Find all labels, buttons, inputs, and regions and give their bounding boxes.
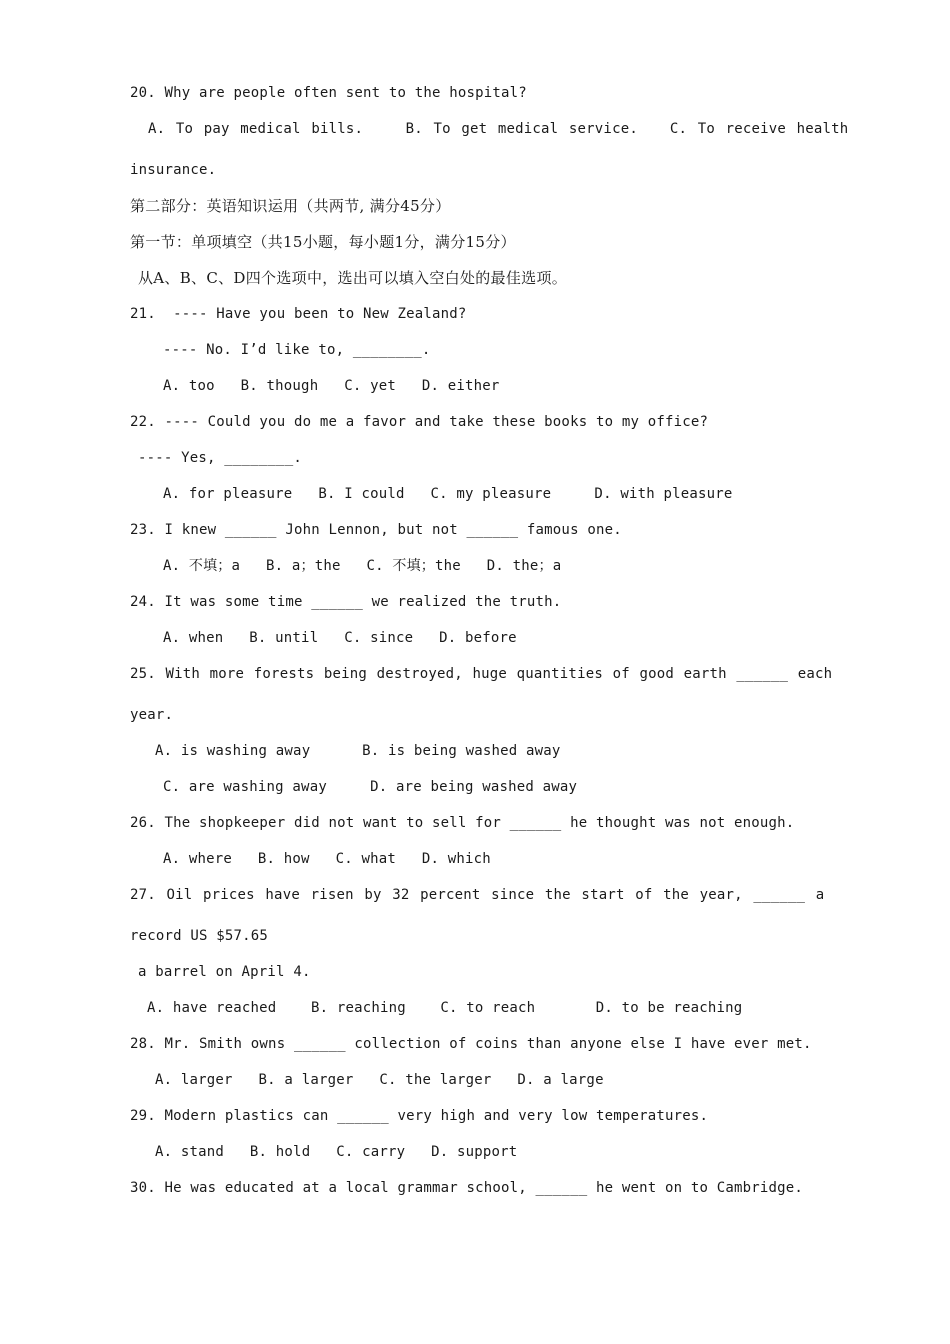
question-20-options-wrap: insurance. (130, 162, 217, 178)
question-24-options: A. when B. until C. since D. before (163, 630, 517, 646)
question-24: 24. It was some time ______ we realized the truth. (130, 594, 562, 610)
section-one-heading: 第一节：单项填空（共15小题，每小题1分，满分15分） (130, 233, 516, 251)
question-25-options-ab: A. is washing away B. is being washed away (155, 743, 561, 759)
question-25: 25. With more forests being destroyed, huge quantities of good earth ______ each (130, 666, 833, 682)
question-28-options: A. larger B. a larger C. the larger D. a large (155, 1072, 604, 1088)
question-26: 26. The shopkeeper did not want to sell for ______ he thought was not enough. (130, 815, 795, 831)
question-27-wrap-2: a barrel on April 4. (138, 964, 311, 980)
part-two-heading: 第二部分：英语知识运用（共两节, 满分45分） (130, 197, 451, 215)
question-27: 27. Oil prices have risen by 32 percent since the start of the year, ______ a (130, 887, 825, 903)
question-23: 23. I knew ______ John Lennon, but not ______ famous one. (130, 522, 622, 538)
question-22: 22. ---- Could you do me a favor and take these books to my office? (130, 414, 709, 430)
question-27-wrap: record US $57.65 (130, 928, 269, 944)
question-28: 28. Mr. Smith owns ______ collection of coins than anyone else I have ever met. (130, 1036, 812, 1052)
question-22-reply: ---- Yes, ________. (138, 450, 302, 466)
question-21: 21. ---- Have you been to New Zealand? (130, 306, 467, 322)
section-instructions: 从A、B、C、D四个选项中，选出可以填入空白处的最佳选项。 (138, 269, 568, 287)
question-29-options: A. stand B. hold C. carry D. support (155, 1144, 518, 1160)
question-29: 29. Modern plastics can ______ very high and very low temperatures. (130, 1108, 709, 1124)
question-20: 20. Why are people often sent to the hospital? (130, 85, 527, 101)
question-25-wrap: year. (130, 707, 174, 723)
question-30: 30. He was educated at a local grammar school, ______ he went on to Cambridge. (130, 1180, 804, 1196)
question-23-options: A. 不填；a B. a；the C. 不填；the D. the；a (163, 558, 562, 574)
question-20-options: A. To pay medical bills. B. To get medical service. C. To receive health (148, 121, 849, 137)
question-21-reply: ---- No. I’d like to, ________. (163, 342, 431, 358)
question-25-options-cd: C. are washing away D. are being washed away (163, 779, 578, 795)
question-27-options: A. have reached B. reaching C. to reach D. to be reaching (147, 1000, 743, 1016)
question-21-options: A. too B. though C. yet D. either (163, 378, 500, 394)
question-26-options: A. where B. how C. what D. which (163, 851, 491, 867)
question-22-options: A. for pleasure B. I could C. my pleasure D. with pleasure (163, 486, 733, 502)
